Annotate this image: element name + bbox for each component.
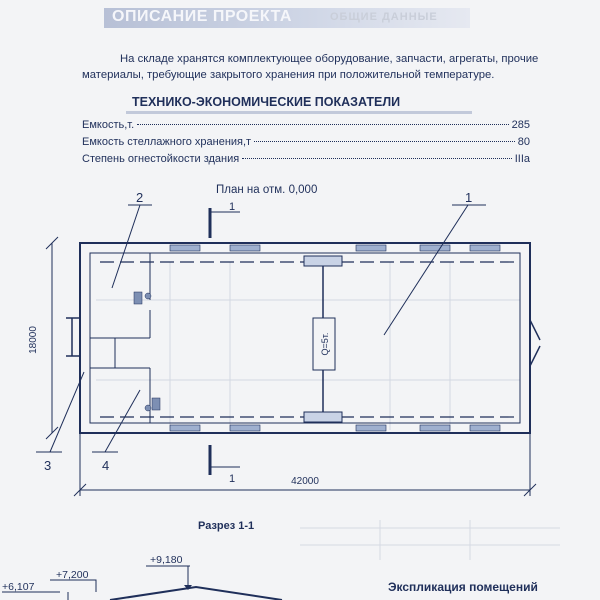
section-cut-title: Разрез 1-1 (198, 520, 255, 532)
indicator-value: 285 (511, 119, 530, 131)
window-marks-top (170, 245, 500, 251)
description-text: На складе хранятся комплектующее оборудование, запчасти, агрегаты, прочие материалы, требующие закрытого хранения при положительной температуре. (82, 53, 539, 81)
section-mark-label: 1 (229, 201, 236, 213)
indicator-label: Емкость стеллажного хранения,т (82, 136, 252, 148)
inner-wall (90, 253, 520, 423)
indicator-label: Емкость,т. (82, 119, 135, 131)
section-mark-label: 1 (229, 473, 236, 485)
crane-capacity-label: Q=5т. (320, 332, 330, 356)
section-marker-top (210, 201, 240, 238)
service-rooms (90, 253, 150, 423)
section-cut-drawing (2, 566, 282, 600)
elevation-label: +6,107 (2, 581, 35, 593)
indicator-value: IIIa (514, 153, 530, 165)
bleed-through-table (300, 520, 560, 560)
callout-2: 2 (136, 190, 144, 205)
dimension-lines (46, 237, 536, 496)
plan-title: План на отм. 0,000 (216, 184, 318, 196)
bleed-through-text: ОБЩИЕ ДАННЫЕ (330, 11, 438, 23)
section-title: ОПИСАНИЕ ПРОЕКТА (112, 8, 292, 25)
callout-4: 4 (102, 458, 110, 473)
width-dimension: 42000 (291, 476, 319, 487)
indicator-value: 80 (517, 136, 530, 148)
explication-title: Экспликация помещений (388, 580, 538, 594)
crane-rails (100, 262, 515, 417)
indicator-label: Степень огнестойкости здания (82, 153, 240, 165)
indicators-title: ТЕХНИКО-ЭКОНОМИЧЕСКИЕ ПОКАЗАТЕЛИ (132, 95, 401, 109)
entrance (66, 318, 80, 356)
section-marker-bottom (210, 445, 240, 485)
elevation-label: +9,180 (150, 554, 183, 566)
crane-beam (304, 256, 342, 422)
callout-1: 1 (465, 190, 473, 205)
callout-3: 3 (44, 458, 52, 473)
right-gate (530, 320, 540, 366)
elevation-label: +7,200 (56, 569, 89, 581)
height-dimension: 18000 (28, 326, 39, 354)
